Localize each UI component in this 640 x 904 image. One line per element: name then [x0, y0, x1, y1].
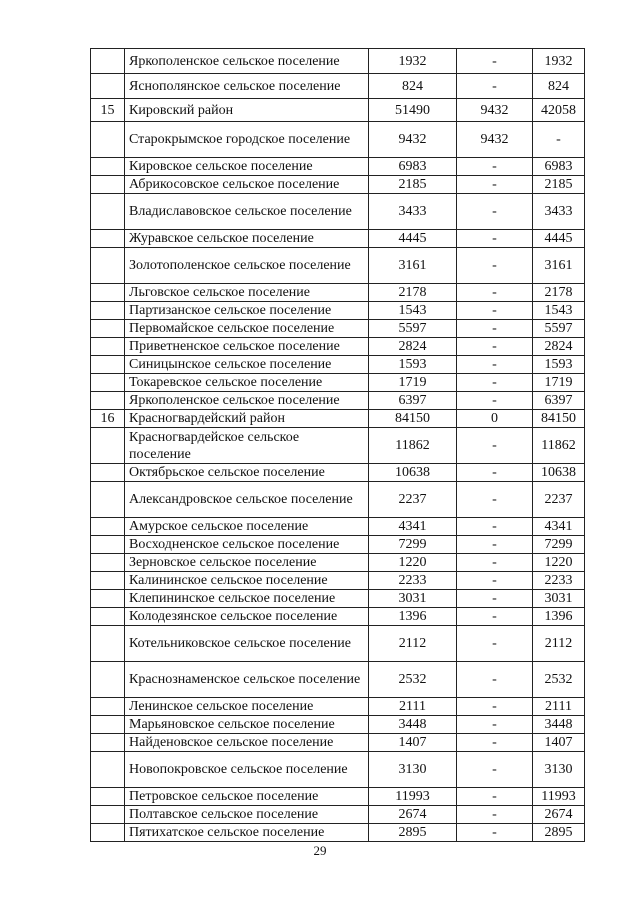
- table-row: [91, 320, 585, 338]
- settlement-name: Партизанское сельское поселение: [125, 302, 369, 320]
- urban-population: -: [457, 536, 533, 554]
- table-row: [91, 374, 585, 392]
- table-row: [91, 392, 585, 410]
- urban-population: -: [457, 482, 533, 518]
- rural-population: 3161: [533, 248, 585, 284]
- urban-population: 9432: [457, 99, 533, 122]
- row-number: [91, 374, 125, 392]
- table-row: [91, 518, 585, 536]
- row-number: [91, 248, 125, 284]
- urban-population: -: [457, 392, 533, 410]
- settlement-name: Котельниковское сельское поселение: [125, 626, 369, 662]
- total-population: 11993: [369, 788, 457, 806]
- settlement-name: Кировское сельское поселение: [125, 158, 369, 176]
- urban-population: -: [457, 158, 533, 176]
- total-population: 2237: [369, 482, 457, 518]
- settlement-name: Клепининское сельское поселение: [125, 590, 369, 608]
- rural-population: 11993: [533, 788, 585, 806]
- settlement-name: Приветненское сельское поселение: [125, 338, 369, 356]
- table-row: [91, 158, 585, 176]
- settlement-name: Золотополенское сельское поселение: [125, 248, 369, 284]
- urban-population: 0: [457, 410, 533, 428]
- rural-population: 2178: [533, 284, 585, 302]
- urban-population: -: [457, 230, 533, 248]
- settlement-name: Яснополянское сельское поселение: [125, 74, 369, 99]
- total-population: 1220: [369, 554, 457, 572]
- table-row: [91, 788, 585, 806]
- table-row: [91, 806, 585, 824]
- settlement-name: Зерновское сельское поселение: [125, 554, 369, 572]
- urban-population: -: [457, 806, 533, 824]
- table-row: [91, 356, 585, 374]
- table-row: [91, 284, 585, 302]
- total-population: 1396: [369, 608, 457, 626]
- urban-population: -: [457, 788, 533, 806]
- row-number: [91, 734, 125, 752]
- total-population: 2178: [369, 284, 457, 302]
- urban-population: -: [457, 302, 533, 320]
- total-population: 3448: [369, 716, 457, 734]
- settlement-name: Полтавское сельское поселение: [125, 806, 369, 824]
- urban-population: -: [457, 698, 533, 716]
- urban-population: -: [457, 176, 533, 194]
- row-number: [91, 176, 125, 194]
- rural-population: 2532: [533, 662, 585, 698]
- urban-population: -: [457, 572, 533, 590]
- urban-population: -: [457, 608, 533, 626]
- row-number: [91, 752, 125, 788]
- row-number: [91, 392, 125, 410]
- urban-population: -: [457, 464, 533, 482]
- total-population: 84150: [369, 410, 457, 428]
- total-population: 6397: [369, 392, 457, 410]
- table-row: [91, 194, 585, 230]
- total-population: 11862: [369, 428, 457, 464]
- row-number: 16: [91, 410, 125, 428]
- settlement-name: Красногвардейский район: [125, 410, 369, 428]
- table-row: [91, 410, 585, 428]
- settlement-name: Краснознаменское сельское поселение: [125, 662, 369, 698]
- urban-population: -: [457, 284, 533, 302]
- rural-population: 1396: [533, 608, 585, 626]
- urban-population: -: [457, 716, 533, 734]
- row-number: [91, 464, 125, 482]
- rural-population: 2237: [533, 482, 585, 518]
- table-row: [91, 572, 585, 590]
- table-row: [91, 49, 585, 74]
- table-row: [91, 626, 585, 662]
- settlement-name: Октябрьское сельское поселение: [125, 464, 369, 482]
- rural-population: 1407: [533, 734, 585, 752]
- row-number: [91, 698, 125, 716]
- row-number: [91, 338, 125, 356]
- rural-population: 2112: [533, 626, 585, 662]
- table-row: [91, 590, 585, 608]
- urban-population: -: [457, 752, 533, 788]
- table-row: [91, 122, 585, 158]
- row-number: [91, 194, 125, 230]
- settlement-name: Яркополенское сельское поселение: [125, 392, 369, 410]
- settlement-name: Александровское сельское поселение: [125, 482, 369, 518]
- total-population: 2895: [369, 824, 457, 842]
- row-number: 15: [91, 99, 125, 122]
- settlement-name: Найденовское сельское поселение: [125, 734, 369, 752]
- table-row: [91, 176, 585, 194]
- row-number: [91, 230, 125, 248]
- table-row: [91, 824, 585, 842]
- total-population: 1932: [369, 49, 457, 74]
- page-number: 29: [313, 843, 327, 858]
- settlement-name: Восходненское сельское поселение: [125, 536, 369, 554]
- table-row: [91, 662, 585, 698]
- row-number: [91, 536, 125, 554]
- settlement-name: Новопокровское сельское поселение: [125, 752, 369, 788]
- total-population: 1543: [369, 302, 457, 320]
- rural-population: 2674: [533, 806, 585, 824]
- settlement-name: Кировский район: [125, 99, 369, 122]
- table-row: [91, 716, 585, 734]
- row-number: [91, 662, 125, 698]
- total-population: 2532: [369, 662, 457, 698]
- rural-population: 3130: [533, 752, 585, 788]
- row-number: [91, 824, 125, 842]
- settlement-name: Журавское сельское поселение: [125, 230, 369, 248]
- total-population: 10638: [369, 464, 457, 482]
- settlement-name: Старокрымское городское поселение: [125, 122, 369, 158]
- total-population: 7299: [369, 536, 457, 554]
- row-number: [91, 572, 125, 590]
- rural-population: 3448: [533, 716, 585, 734]
- row-number: [91, 320, 125, 338]
- settlement-name: Токаревское сельское поселение: [125, 374, 369, 392]
- total-population: 3433: [369, 194, 457, 230]
- row-number: [91, 428, 125, 464]
- urban-population: -: [457, 428, 533, 464]
- row-number: [91, 122, 125, 158]
- row-number: [91, 518, 125, 536]
- total-population: 9432: [369, 122, 457, 158]
- rural-population: 2111: [533, 698, 585, 716]
- settlement-name: Красногвардейское сельское поселение: [125, 428, 369, 464]
- table-row: [91, 230, 585, 248]
- table-row: [91, 74, 585, 99]
- rural-population: 2824: [533, 338, 585, 356]
- table-row: [91, 608, 585, 626]
- rural-population: 3031: [533, 590, 585, 608]
- total-population: 4445: [369, 230, 457, 248]
- total-population: 5597: [369, 320, 457, 338]
- settlement-name: Ленинское сельское поселение: [125, 698, 369, 716]
- table-row: [91, 752, 585, 788]
- total-population: 2185: [369, 176, 457, 194]
- table-row: [91, 302, 585, 320]
- table-row: [91, 248, 585, 284]
- total-population: 824: [369, 74, 457, 99]
- urban-population: -: [457, 49, 533, 74]
- rural-population: 824: [533, 74, 585, 99]
- settlement-name: Синицынское сельское поселение: [125, 356, 369, 374]
- rural-population: 2895: [533, 824, 585, 842]
- row-number: [91, 284, 125, 302]
- settlement-name: Владиславовское сельское поселение: [125, 194, 369, 230]
- urban-population: -: [457, 356, 533, 374]
- row-number: [91, 49, 125, 74]
- total-population: 2233: [369, 572, 457, 590]
- total-population: 1593: [369, 356, 457, 374]
- table-row: [91, 554, 585, 572]
- total-population: 3031: [369, 590, 457, 608]
- row-number: [91, 788, 125, 806]
- urban-population: -: [457, 626, 533, 662]
- settlement-name: Льговское сельское поселение: [125, 284, 369, 302]
- urban-population: -: [457, 74, 533, 99]
- total-population: 1407: [369, 734, 457, 752]
- total-population: 51490: [369, 99, 457, 122]
- rural-population: 10638: [533, 464, 585, 482]
- total-population: 2824: [369, 338, 457, 356]
- total-population: 1719: [369, 374, 457, 392]
- row-number: [91, 554, 125, 572]
- row-number: [91, 482, 125, 518]
- urban-population: -: [457, 518, 533, 536]
- settlement-name: Яркополенское сельское поселение: [125, 49, 369, 74]
- rural-population: 84150: [533, 410, 585, 428]
- urban-population: -: [457, 374, 533, 392]
- urban-population: -: [457, 248, 533, 284]
- rural-population: 42058: [533, 99, 585, 122]
- settlement-name: Петровское сельское поселение: [125, 788, 369, 806]
- rural-population: 2233: [533, 572, 585, 590]
- settlement-name: Первомайское сельское поселение: [125, 320, 369, 338]
- urban-population: -: [457, 554, 533, 572]
- total-population: 3161: [369, 248, 457, 284]
- rural-population: -: [533, 122, 585, 158]
- settlement-name: Амурское сельское поселение: [125, 518, 369, 536]
- rural-population: 1220: [533, 554, 585, 572]
- table-row: [91, 99, 585, 122]
- rural-population: 1932: [533, 49, 585, 74]
- rural-population: 6983: [533, 158, 585, 176]
- urban-population: -: [457, 338, 533, 356]
- population-table: [90, 48, 585, 842]
- row-number: [91, 806, 125, 824]
- rural-population: 3433: [533, 194, 585, 230]
- settlement-name: Колодезянское сельское поселение: [125, 608, 369, 626]
- row-number: [91, 590, 125, 608]
- settlement-name: Калининское сельское поселение: [125, 572, 369, 590]
- table-row: [91, 698, 585, 716]
- urban-population: -: [457, 590, 533, 608]
- row-number: [91, 716, 125, 734]
- total-population: 2112: [369, 626, 457, 662]
- settlement-name: Абрикосовское сельское поселение: [125, 176, 369, 194]
- row-number: [91, 158, 125, 176]
- urban-population: -: [457, 824, 533, 842]
- table-row: [91, 536, 585, 554]
- rural-population: 7299: [533, 536, 585, 554]
- total-population: 2674: [369, 806, 457, 824]
- table-row: [91, 464, 585, 482]
- urban-population: -: [457, 662, 533, 698]
- settlement-name: Марьяновское сельское поселение: [125, 716, 369, 734]
- table-row: [91, 734, 585, 752]
- urban-population: -: [457, 734, 533, 752]
- row-number: [91, 302, 125, 320]
- urban-population: 9432: [457, 122, 533, 158]
- row-number: [91, 74, 125, 99]
- table-row: [91, 428, 585, 464]
- rural-population: 1719: [533, 374, 585, 392]
- rural-population: 5597: [533, 320, 585, 338]
- rural-population: 1593: [533, 356, 585, 374]
- rural-population: 11862: [533, 428, 585, 464]
- rural-population: 2185: [533, 176, 585, 194]
- total-population: 4341: [369, 518, 457, 536]
- total-population: 6983: [369, 158, 457, 176]
- row-number: [91, 626, 125, 662]
- total-population: 2111: [369, 698, 457, 716]
- population-table-body: [91, 49, 585, 842]
- urban-population: -: [457, 320, 533, 338]
- rural-population: 4445: [533, 230, 585, 248]
- rural-population: 6397: [533, 392, 585, 410]
- row-number: [91, 356, 125, 374]
- rural-population: 4341: [533, 518, 585, 536]
- row-number: [91, 608, 125, 626]
- table-row: [91, 338, 585, 356]
- total-population: 3130: [369, 752, 457, 788]
- settlement-name: Пятихатское сельское поселение: [125, 824, 369, 842]
- rural-population: 1543: [533, 302, 585, 320]
- table-row: [91, 482, 585, 518]
- urban-population: -: [457, 194, 533, 230]
